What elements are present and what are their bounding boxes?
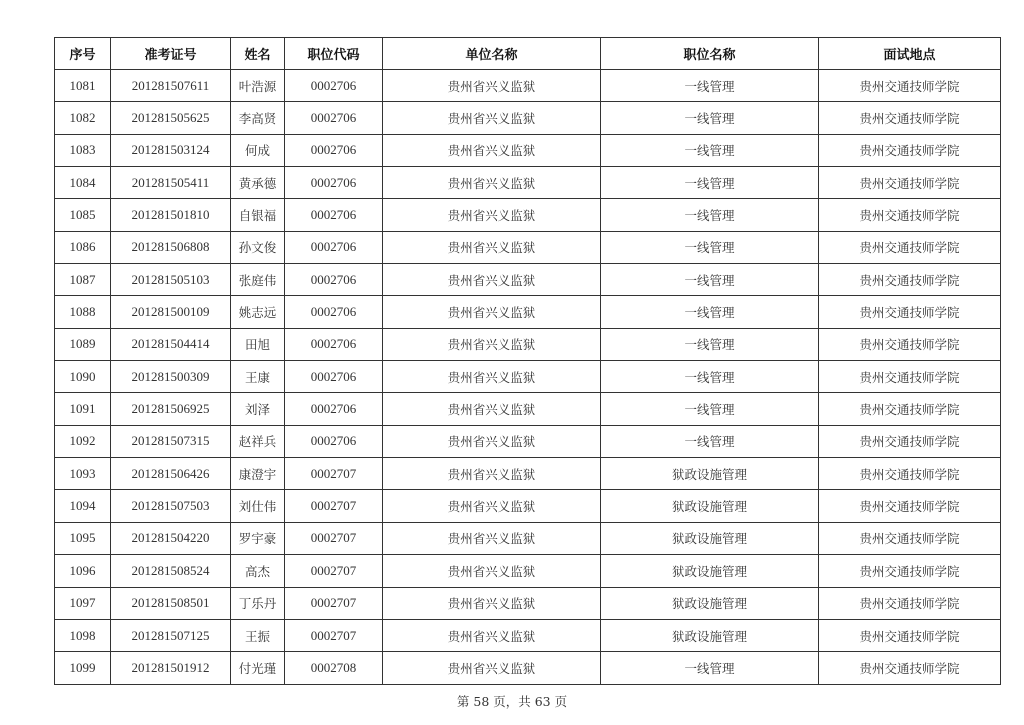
cell-unit-name: 贵州省兴义监狱: [383, 458, 601, 490]
cell-interview-location: 贵州交通技师学院: [819, 425, 1001, 457]
cell-name: 田旭: [231, 328, 285, 360]
header-unit-name: 单位名称: [383, 38, 601, 70]
cell-seq: 1085: [55, 199, 111, 231]
cell-seq: 1097: [55, 587, 111, 619]
cell-unit-name: 贵州省兴义监狱: [383, 652, 601, 684]
header-position-name: 职位名称: [601, 38, 819, 70]
cell-position-name: 一线管理: [601, 652, 819, 684]
cell-ticket-number: 201281508524: [111, 555, 231, 587]
cell-ticket-number: 201281506426: [111, 458, 231, 490]
cell-seq: 1091: [55, 393, 111, 425]
cell-ticket-number: 201281501810: [111, 199, 231, 231]
cell-interview-location: 贵州交通技师学院: [819, 231, 1001, 263]
cell-unit-name: 贵州省兴义监狱: [383, 425, 601, 457]
page-number-label: 第 58 页，共 63 页: [456, 694, 568, 709]
cell-unit-name: 贵州省兴义监狱: [383, 393, 601, 425]
cell-ticket-number: 201281500109: [111, 296, 231, 328]
cell-position-code: 0002707: [285, 555, 383, 587]
cell-seq: 1081: [55, 70, 111, 102]
cell-position-code: 0002708: [285, 652, 383, 684]
cell-name: 康澄宇: [231, 458, 285, 490]
table-row: [55, 102, 1001, 134]
cell-name: 何成: [231, 134, 285, 166]
table-row: [55, 425, 1001, 457]
cell-seq: 1093: [55, 458, 111, 490]
cell-seq: 1092: [55, 425, 111, 457]
cell-position-code: 0002707: [285, 587, 383, 619]
cell-unit-name: 贵州省兴义监狱: [383, 264, 601, 296]
cell-unit-name: 贵州省兴义监狱: [383, 70, 601, 102]
cell-interview-location: 贵州交通技师学院: [819, 393, 1001, 425]
cell-position-code: 0002706: [285, 167, 383, 199]
candidate-table: [54, 37, 1001, 685]
cell-position-name: 狱政设施管理: [601, 555, 819, 587]
cell-interview-location: 贵州交通技师学院: [819, 296, 1001, 328]
cell-ticket-number: 201281501912: [111, 652, 231, 684]
cell-position-code: 0002706: [285, 70, 383, 102]
cell-unit-name: 贵州省兴义监狱: [383, 587, 601, 619]
cell-seq: 1083: [55, 134, 111, 166]
cell-interview-location: 贵州交通技师学院: [819, 70, 1001, 102]
table-row: [55, 134, 1001, 166]
cell-name: 王康: [231, 361, 285, 393]
cell-position-name: 一线管理: [601, 134, 819, 166]
cell-ticket-number: 201281506925: [111, 393, 231, 425]
cell-name: 黄承德: [231, 167, 285, 199]
cell-seq: 1089: [55, 328, 111, 360]
cell-interview-location: 贵州交通技师学院: [819, 102, 1001, 134]
cell-position-code: 0002706: [285, 102, 383, 134]
table-row: [55, 587, 1001, 619]
cell-interview-location: 贵州交通技师学院: [819, 328, 1001, 360]
cell-seq: 1096: [55, 555, 111, 587]
cell-ticket-number: 201281508501: [111, 587, 231, 619]
table-body: [55, 70, 1001, 685]
cell-position-name: 一线管理: [601, 328, 819, 360]
cell-position-name: 狱政设施管理: [601, 458, 819, 490]
cell-ticket-number: 201281503124: [111, 134, 231, 166]
cell-name: 罗宇豪: [231, 522, 285, 554]
cell-position-code: 0002707: [285, 490, 383, 522]
cell-name: 姚志远: [231, 296, 285, 328]
table-row: [55, 167, 1001, 199]
cell-unit-name: 贵州省兴义监狱: [383, 102, 601, 134]
header-interview-location: 面试地点: [819, 38, 1001, 70]
cell-position-name: 一线管理: [601, 102, 819, 134]
cell-unit-name: 贵州省兴义监狱: [383, 361, 601, 393]
cell-position-name: 狱政设施管理: [601, 587, 819, 619]
cell-ticket-number: 201281507503: [111, 490, 231, 522]
cell-interview-location: 贵州交通技师学院: [819, 555, 1001, 587]
cell-unit-name: 贵州省兴义监狱: [383, 199, 601, 231]
cell-interview-location: 贵州交通技师学院: [819, 361, 1001, 393]
cell-ticket-number: 201281507125: [111, 619, 231, 651]
cell-interview-location: 贵州交通技师学院: [819, 134, 1001, 166]
cell-seq: 1084: [55, 167, 111, 199]
cell-seq: 1082: [55, 102, 111, 134]
cell-seq: 1086: [55, 231, 111, 263]
cell-position-name: 一线管理: [601, 199, 819, 231]
cell-position-name: 一线管理: [601, 425, 819, 457]
table-row: [55, 458, 1001, 490]
table-row: [55, 361, 1001, 393]
cell-unit-name: 贵州省兴义监狱: [383, 231, 601, 263]
cell-position-name: 一线管理: [601, 393, 819, 425]
cell-position-code: 0002706: [285, 231, 383, 263]
cell-seq: 1098: [55, 619, 111, 651]
cell-position-code: 0002706: [285, 296, 383, 328]
table-row: [55, 652, 1001, 684]
cell-position-code: 0002707: [285, 458, 383, 490]
cell-seq: 1087: [55, 264, 111, 296]
cell-seq: 1094: [55, 490, 111, 522]
cell-name: 自银福: [231, 199, 285, 231]
cell-position-name: 一线管理: [601, 264, 819, 296]
cell-name: 刘泽: [231, 393, 285, 425]
cell-position-code: 0002706: [285, 425, 383, 457]
table-row: [55, 522, 1001, 554]
cell-ticket-number: 201281500309: [111, 361, 231, 393]
header-seq: 序号: [55, 38, 111, 70]
cell-position-code: 0002706: [285, 264, 383, 296]
cell-seq: 1099: [55, 652, 111, 684]
cell-interview-location: 贵州交通技师学院: [819, 199, 1001, 231]
cell-interview-location: 贵州交通技师学院: [819, 264, 1001, 296]
cell-position-name: 狱政设施管理: [601, 619, 819, 651]
table-row: [55, 231, 1001, 263]
cell-name: 刘仕伟: [231, 490, 285, 522]
table-row: [55, 296, 1001, 328]
cell-name: 张庭伟: [231, 264, 285, 296]
cell-position-code: 0002706: [285, 134, 383, 166]
cell-name: 丁乐丹: [231, 587, 285, 619]
cell-interview-location: 贵州交通技师学院: [819, 490, 1001, 522]
cell-unit-name: 贵州省兴义监狱: [383, 167, 601, 199]
table-row: [55, 619, 1001, 651]
table-row: [55, 490, 1001, 522]
cell-position-code: 0002706: [285, 393, 383, 425]
cell-unit-name: 贵州省兴义监狱: [383, 619, 601, 651]
cell-position-name: 一线管理: [601, 70, 819, 102]
cell-seq: 1090: [55, 361, 111, 393]
cell-interview-location: 贵州交通技师学院: [819, 619, 1001, 651]
cell-seq: 1088: [55, 296, 111, 328]
cell-ticket-number: 201281504220: [111, 522, 231, 554]
cell-interview-location: 贵州交通技师学院: [819, 167, 1001, 199]
table-row: [55, 393, 1001, 425]
cell-unit-name: 贵州省兴义监狱: [383, 490, 601, 522]
cell-ticket-number: 201281507611: [111, 70, 231, 102]
cell-position-code: 0002706: [285, 328, 383, 360]
cell-name: 王振: [231, 619, 285, 651]
cell-interview-location: 贵州交通技师学院: [819, 458, 1001, 490]
cell-ticket-number: 201281505625: [111, 102, 231, 134]
cell-unit-name: 贵州省兴义监狱: [383, 328, 601, 360]
table-header-row: [55, 38, 1001, 70]
cell-position-name: 一线管理: [601, 231, 819, 263]
cell-position-code: 0002706: [285, 361, 383, 393]
cell-interview-location: 贵州交通技师学院: [819, 587, 1001, 619]
page-footer: [0, 692, 1024, 710]
header-name: 姓名: [231, 38, 285, 70]
cell-unit-name: 贵州省兴义监狱: [383, 522, 601, 554]
cell-position-code: 0002707: [285, 619, 383, 651]
cell-ticket-number: 201281504414: [111, 328, 231, 360]
table-row: [55, 199, 1001, 231]
cell-seq: 1095: [55, 522, 111, 554]
cell-name: 高杰: [231, 555, 285, 587]
cell-position-name: 一线管理: [601, 361, 819, 393]
cell-name: 付光瑾: [231, 652, 285, 684]
table-row: [55, 264, 1001, 296]
cell-position-name: 狱政设施管理: [601, 522, 819, 554]
cell-ticket-number: 201281507315: [111, 425, 231, 457]
table-row: [55, 555, 1001, 587]
cell-name: 赵祥兵: [231, 425, 285, 457]
cell-ticket-number: 201281505411: [111, 167, 231, 199]
table-row: [55, 328, 1001, 360]
cell-name: 叶浩源: [231, 70, 285, 102]
cell-unit-name: 贵州省兴义监狱: [383, 296, 601, 328]
cell-name: 李高贤: [231, 102, 285, 134]
cell-ticket-number: 201281505103: [111, 264, 231, 296]
cell-ticket-number: 201281506808: [111, 231, 231, 263]
cell-unit-name: 贵州省兴义监狱: [383, 555, 601, 587]
cell-unit-name: 贵州省兴义监狱: [383, 134, 601, 166]
cell-position-name: 一线管理: [601, 296, 819, 328]
header-position-code: 职位代码: [285, 38, 383, 70]
document-page: [54, 37, 1000, 685]
header-ticket-number: 准考证号: [111, 38, 231, 70]
cell-interview-location: 贵州交通技师学院: [819, 652, 1001, 684]
cell-position-name: 狱政设施管理: [601, 490, 819, 522]
cell-position-code: 0002707: [285, 522, 383, 554]
cell-interview-location: 贵州交通技师学院: [819, 522, 1001, 554]
cell-position-name: 一线管理: [601, 167, 819, 199]
cell-name: 孙文俊: [231, 231, 285, 263]
table-row: [55, 70, 1001, 102]
cell-position-code: 0002706: [285, 199, 383, 231]
